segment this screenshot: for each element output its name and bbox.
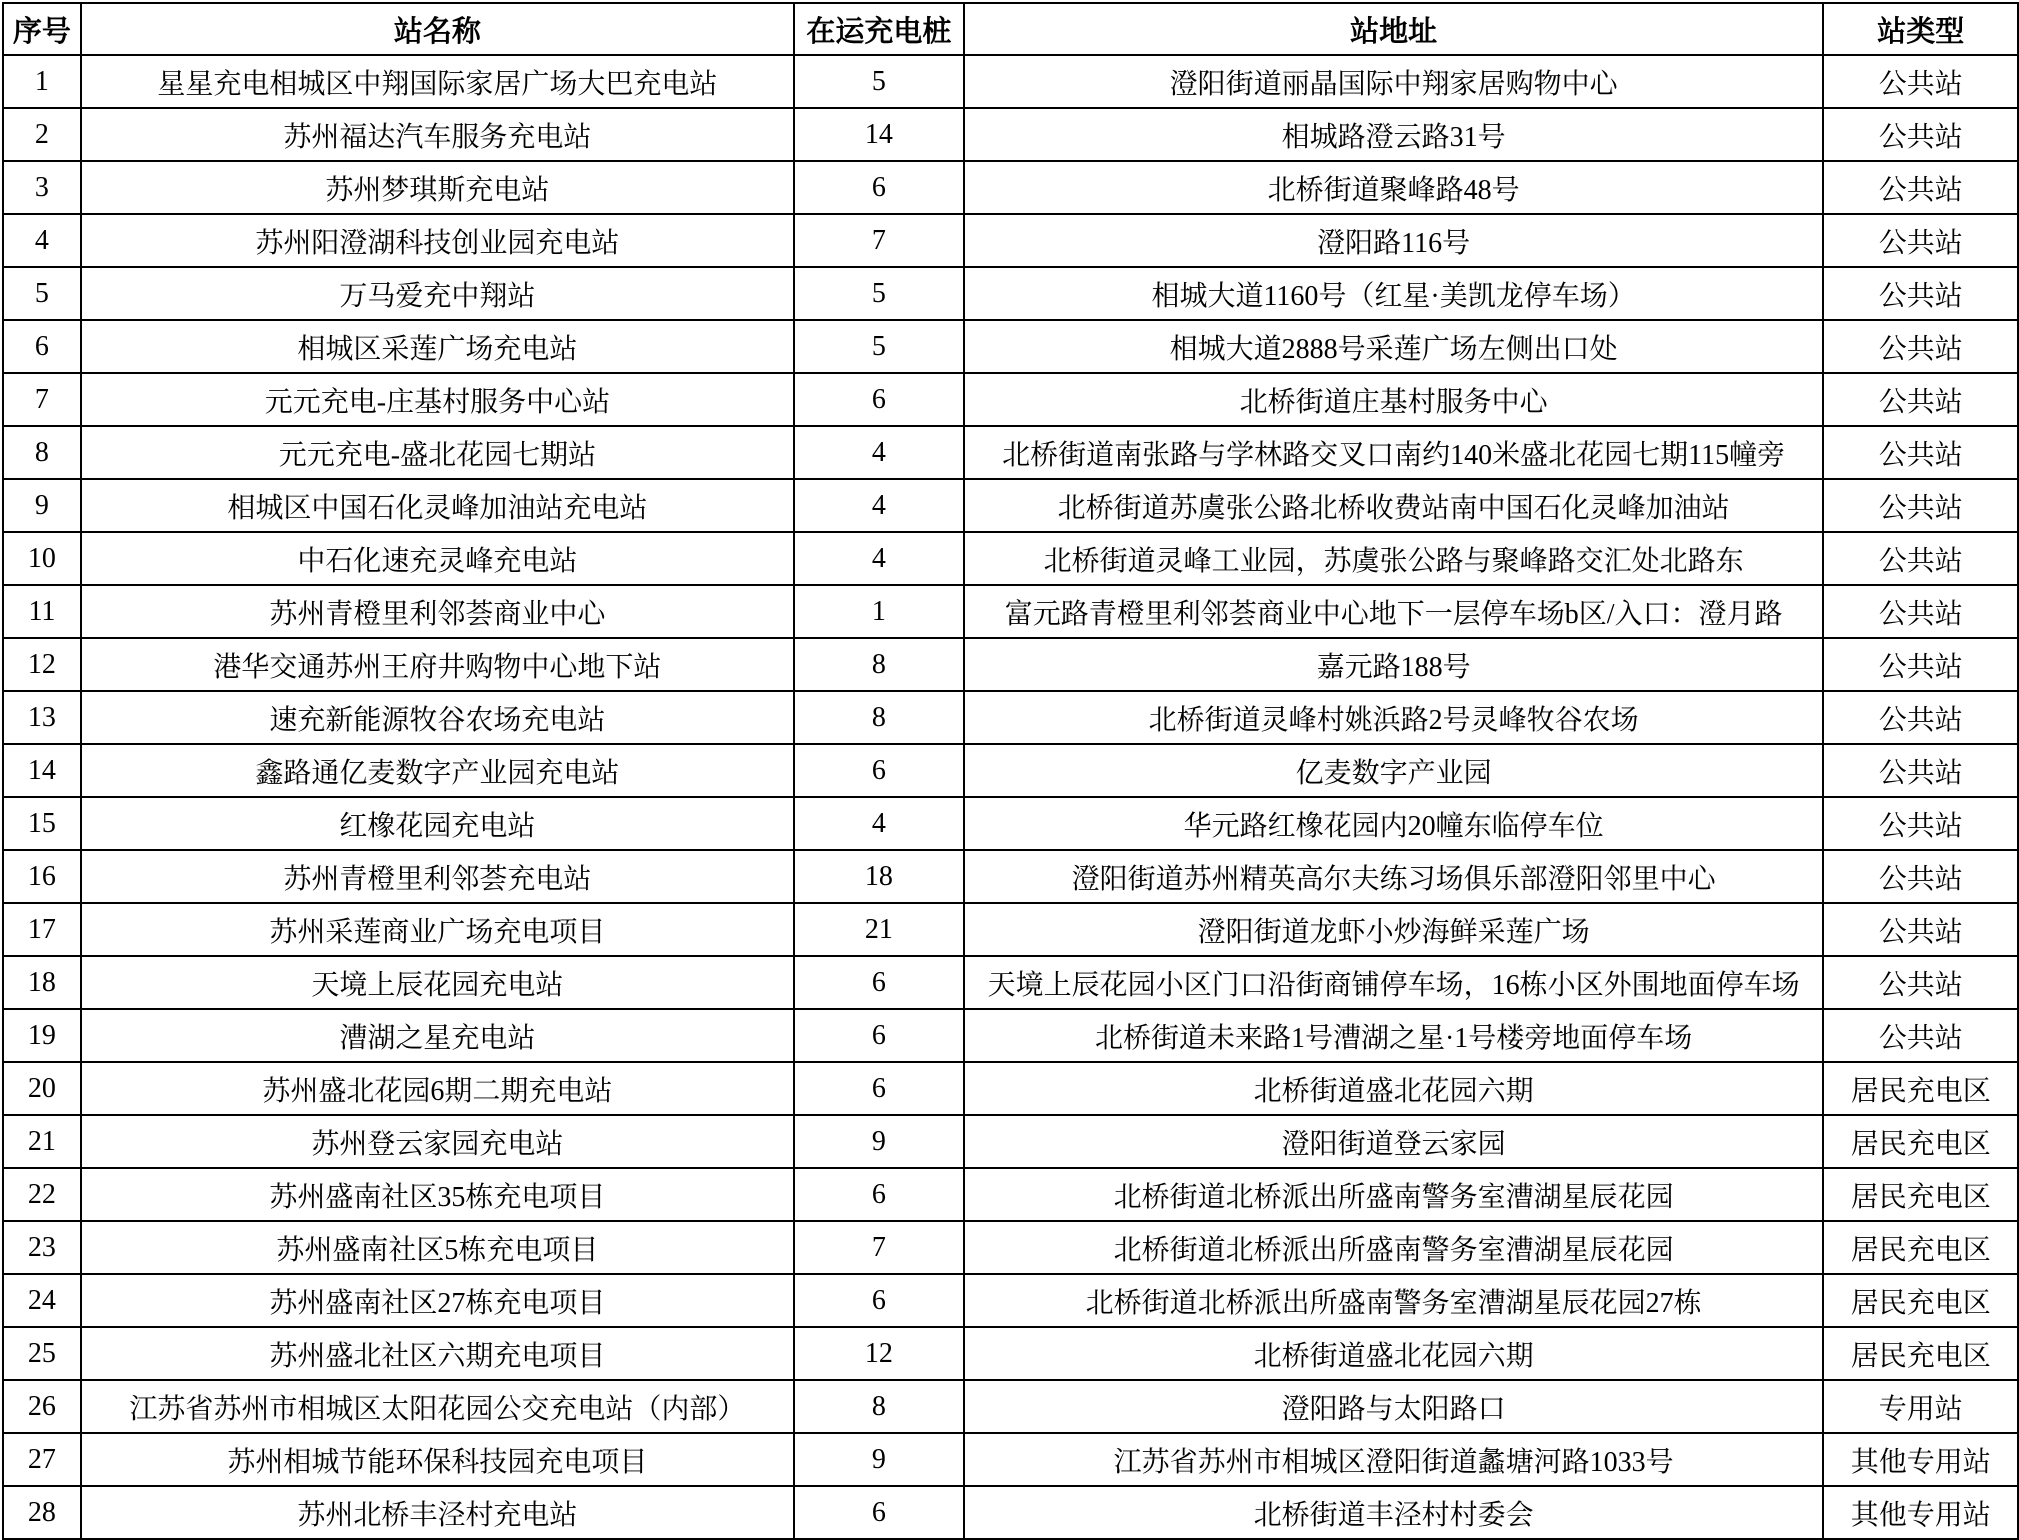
header-station-type: 站类型 bbox=[1823, 3, 2018, 55]
table-row bbox=[3, 1115, 2018, 1168]
cell-station-name: 红橡花园充电站 bbox=[81, 797, 794, 850]
header-index: 序号 bbox=[3, 3, 81, 55]
cell-station-type: 公共站 bbox=[1823, 373, 2018, 426]
cell-station-name: 中石化速充灵峰充电站 bbox=[81, 532, 794, 585]
cell-charger-count: 6 bbox=[794, 1274, 964, 1327]
cell-station-name: 苏州登云家园充电站 bbox=[81, 1115, 794, 1168]
table-row bbox=[3, 426, 2018, 479]
cell-index: 27 bbox=[3, 1433, 81, 1486]
cell-charger-count: 7 bbox=[794, 214, 964, 267]
table-body bbox=[3, 55, 2018, 1539]
cell-charger-count: 4 bbox=[794, 479, 964, 532]
cell-index: 6 bbox=[3, 320, 81, 373]
cell-charger-count: 5 bbox=[794, 55, 964, 108]
cell-index: 25 bbox=[3, 1327, 81, 1380]
cell-station-address: 华元路红橡花园内20幢东临停车位 bbox=[964, 797, 1824, 850]
cell-station-type: 公共站 bbox=[1823, 108, 2018, 161]
cell-station-type: 公共站 bbox=[1823, 161, 2018, 214]
table-row bbox=[3, 320, 2018, 373]
cell-station-address: 北桥街道丰泾村村委会 bbox=[964, 1486, 1824, 1539]
cell-index: 2 bbox=[3, 108, 81, 161]
cell-station-type: 公共站 bbox=[1823, 426, 2018, 479]
cell-station-name: 星星充电相城区中翔国际家居广场大巴充电站 bbox=[81, 55, 794, 108]
cell-charger-count: 5 bbox=[794, 320, 964, 373]
cell-charger-count: 4 bbox=[794, 797, 964, 850]
cell-station-address: 北桥街道苏虞张公路北桥收费站南中国石化灵峰加油站 bbox=[964, 479, 1824, 532]
cell-station-name: 苏州盛南社区35栋充电项目 bbox=[81, 1168, 794, 1221]
cell-station-type: 公共站 bbox=[1823, 55, 2018, 108]
cell-station-address: 北桥街道未来路1号漕湖之星·1号楼旁地面停车场 bbox=[964, 1009, 1824, 1062]
header-station-name: 站名称 bbox=[81, 3, 794, 55]
cell-charger-count: 6 bbox=[794, 1168, 964, 1221]
cell-charger-count: 9 bbox=[794, 1115, 964, 1168]
table-row bbox=[3, 1062, 2018, 1115]
table-row bbox=[3, 903, 2018, 956]
cell-index: 12 bbox=[3, 638, 81, 691]
cell-index: 4 bbox=[3, 214, 81, 267]
cell-station-type: 公共站 bbox=[1823, 479, 2018, 532]
table-row bbox=[3, 161, 2018, 214]
cell-charger-count: 12 bbox=[794, 1327, 964, 1380]
cell-station-address: 澄阳路116号 bbox=[964, 214, 1824, 267]
cell-station-type: 公共站 bbox=[1823, 267, 2018, 320]
cell-index: 11 bbox=[3, 585, 81, 638]
cell-charger-count: 6 bbox=[794, 1486, 964, 1539]
cell-station-type: 公共站 bbox=[1823, 956, 2018, 1009]
table-row bbox=[3, 638, 2018, 691]
cell-station-type: 公共站 bbox=[1823, 320, 2018, 373]
cell-index: 22 bbox=[3, 1168, 81, 1221]
cell-station-type: 公共站 bbox=[1823, 585, 2018, 638]
cell-index: 8 bbox=[3, 426, 81, 479]
cell-index: 7 bbox=[3, 373, 81, 426]
cell-charger-count: 21 bbox=[794, 903, 964, 956]
cell-station-type: 居民充电区 bbox=[1823, 1274, 2018, 1327]
cell-station-name: 漕湖之星充电站 bbox=[81, 1009, 794, 1062]
cell-station-name: 港华交通苏州王府井购物中心地下站 bbox=[81, 638, 794, 691]
cell-charger-count: 18 bbox=[794, 850, 964, 903]
cell-index: 20 bbox=[3, 1062, 81, 1115]
cell-charger-count: 4 bbox=[794, 532, 964, 585]
cell-station-name: 苏州采莲商业广场充电项目 bbox=[81, 903, 794, 956]
cell-charger-count: 7 bbox=[794, 1221, 964, 1274]
cell-index: 10 bbox=[3, 532, 81, 585]
cell-charger-count: 8 bbox=[794, 1380, 964, 1433]
cell-index: 1 bbox=[3, 55, 81, 108]
cell-station-type: 居民充电区 bbox=[1823, 1221, 2018, 1274]
cell-charger-count: 9 bbox=[794, 1433, 964, 1486]
cell-index: 26 bbox=[3, 1380, 81, 1433]
cell-station-address: 澄阳街道龙虾小炒海鲜采莲广场 bbox=[964, 903, 1824, 956]
cell-station-address: 北桥街道聚峰路48号 bbox=[964, 161, 1824, 214]
table-row bbox=[3, 214, 2018, 267]
cell-station-address: 相城大道2888号采莲广场左侧出口处 bbox=[964, 320, 1824, 373]
cell-station-address: 北桥街道北桥派出所盛南警务室漕湖星辰花园 bbox=[964, 1168, 1824, 1221]
cell-index: 19 bbox=[3, 1009, 81, 1062]
cell-station-address: 北桥街道北桥派出所盛南警务室漕湖星辰花园27栋 bbox=[964, 1274, 1824, 1327]
cell-station-name: 苏州北桥丰泾村充电站 bbox=[81, 1486, 794, 1539]
cell-station-address: 北桥街道盛北花园六期 bbox=[964, 1327, 1824, 1380]
header-station-address: 站地址 bbox=[964, 3, 1824, 55]
cell-charger-count: 14 bbox=[794, 108, 964, 161]
header-charger-count: 在运充电桩 bbox=[794, 3, 964, 55]
cell-station-name: 速充新能源牧谷农场充电站 bbox=[81, 691, 794, 744]
cell-index: 18 bbox=[3, 956, 81, 1009]
table-row bbox=[3, 744, 2018, 797]
cell-charger-count: 1 bbox=[794, 585, 964, 638]
cell-station-type: 公共站 bbox=[1823, 797, 2018, 850]
cell-station-type: 公共站 bbox=[1823, 691, 2018, 744]
cell-station-type: 居民充电区 bbox=[1823, 1327, 2018, 1380]
table-row bbox=[3, 108, 2018, 161]
cell-station-address: 嘉元路188号 bbox=[964, 638, 1824, 691]
cell-charger-count: 6 bbox=[794, 373, 964, 426]
cell-station-address: 江苏省苏州市相城区澄阳街道蠡塘河路1033号 bbox=[964, 1433, 1824, 1486]
cell-station-name: 苏州盛南社区27栋充电项目 bbox=[81, 1274, 794, 1327]
cell-station-address: 北桥街道北桥派出所盛南警务室漕湖星辰花园 bbox=[964, 1221, 1824, 1274]
cell-charger-count: 6 bbox=[794, 1009, 964, 1062]
cell-index: 15 bbox=[3, 797, 81, 850]
cell-station-name: 元元充电-庄基村服务中心站 bbox=[81, 373, 794, 426]
table-row bbox=[3, 1009, 2018, 1062]
table-row bbox=[3, 1274, 2018, 1327]
cell-station-address: 相城大道1160号（红星·美凯龙停车场） bbox=[964, 267, 1824, 320]
cell-station-name: 苏州相城节能环保科技园充电项目 bbox=[81, 1433, 794, 1486]
cell-station-name: 相城区采莲广场充电站 bbox=[81, 320, 794, 373]
cell-station-name: 天境上辰花园充电站 bbox=[81, 956, 794, 1009]
table-row bbox=[3, 1433, 2018, 1486]
cell-station-type: 公共站 bbox=[1823, 532, 2018, 585]
cell-charger-count: 8 bbox=[794, 638, 964, 691]
cell-station-type: 居民充电区 bbox=[1823, 1062, 2018, 1115]
table-row bbox=[3, 1380, 2018, 1433]
cell-index: 28 bbox=[3, 1486, 81, 1539]
table-row bbox=[3, 1221, 2018, 1274]
cell-station-type: 其他专用站 bbox=[1823, 1486, 2018, 1539]
table-row bbox=[3, 1327, 2018, 1380]
cell-index: 23 bbox=[3, 1221, 81, 1274]
cell-station-name: 苏州盛南社区5栋充电项目 bbox=[81, 1221, 794, 1274]
cell-charger-count: 6 bbox=[794, 161, 964, 214]
cell-station-address: 澄阳街道苏州精英高尔夫练习场俱乐部澄阳邻里中心 bbox=[964, 850, 1824, 903]
cell-station-name: 相城区中国石化灵峰加油站充电站 bbox=[81, 479, 794, 532]
cell-index: 13 bbox=[3, 691, 81, 744]
cell-charger-count: 6 bbox=[794, 744, 964, 797]
cell-station-name: 苏州福达汽车服务充电站 bbox=[81, 108, 794, 161]
table-row bbox=[3, 850, 2018, 903]
cell-station-name: 苏州青橙里利邻荟商业中心 bbox=[81, 585, 794, 638]
cell-station-name: 苏州盛北社区六期充电项目 bbox=[81, 1327, 794, 1380]
cell-station-type: 公共站 bbox=[1823, 214, 2018, 267]
table-row bbox=[3, 1486, 2018, 1539]
cell-index: 3 bbox=[3, 161, 81, 214]
cell-station-address: 亿麦数字产业园 bbox=[964, 744, 1824, 797]
cell-station-type: 居民充电区 bbox=[1823, 1168, 2018, 1221]
cell-station-address: 澄阳街道丽晶国际中翔家居购物中心 bbox=[964, 55, 1824, 108]
cell-station-type: 其他专用站 bbox=[1823, 1433, 2018, 1486]
cell-station-address: 相城路澄云路31号 bbox=[964, 108, 1824, 161]
cell-station-name: 苏州青橙里利邻荟充电站 bbox=[81, 850, 794, 903]
cell-index: 5 bbox=[3, 267, 81, 320]
table-row bbox=[3, 55, 2018, 108]
cell-charger-count: 8 bbox=[794, 691, 964, 744]
cell-station-type: 公共站 bbox=[1823, 850, 2018, 903]
cell-station-address: 北桥街道盛北花园六期 bbox=[964, 1062, 1824, 1115]
table-row bbox=[3, 956, 2018, 1009]
cell-station-name: 元元充电-盛北花园七期站 bbox=[81, 426, 794, 479]
cell-charger-count: 6 bbox=[794, 1062, 964, 1115]
table-row bbox=[3, 585, 2018, 638]
table-row bbox=[3, 797, 2018, 850]
cell-station-type: 公共站 bbox=[1823, 744, 2018, 797]
cell-station-type: 公共站 bbox=[1823, 638, 2018, 691]
cell-station-address: 北桥街道南张路与学林路交叉口南约140米盛北花园七期115幢旁 bbox=[964, 426, 1824, 479]
table-row bbox=[3, 532, 2018, 585]
cell-station-name: 苏州盛北花园6期二期充电站 bbox=[81, 1062, 794, 1115]
table-row bbox=[3, 479, 2018, 532]
cell-station-name: 苏州阳澄湖科技创业园充电站 bbox=[81, 214, 794, 267]
cell-index: 9 bbox=[3, 479, 81, 532]
table-row bbox=[3, 691, 2018, 744]
cell-station-name: 江苏省苏州市相城区太阳花园公交充电站（内部） bbox=[81, 1380, 794, 1433]
cell-station-type: 公共站 bbox=[1823, 1009, 2018, 1062]
cell-station-type: 居民充电区 bbox=[1823, 1115, 2018, 1168]
cell-station-address: 富元路青橙里利邻荟商业中心地下一层停车场b区/入口：澄月路 bbox=[964, 585, 1824, 638]
table-row bbox=[3, 373, 2018, 426]
table-row bbox=[3, 267, 2018, 320]
cell-station-address: 天境上辰花园小区门口沿街商铺停车场，16栋小区外围地面停车场 bbox=[964, 956, 1824, 1009]
stations-table bbox=[2, 2, 2019, 1540]
cell-index: 21 bbox=[3, 1115, 81, 1168]
cell-station-name: 苏州梦琪斯充电站 bbox=[81, 161, 794, 214]
cell-index: 17 bbox=[3, 903, 81, 956]
cell-station-address: 北桥街道灵峰村姚浜路2号灵峰牧谷农场 bbox=[964, 691, 1824, 744]
cell-station-type: 公共站 bbox=[1823, 903, 2018, 956]
cell-index: 14 bbox=[3, 744, 81, 797]
cell-station-type: 专用站 bbox=[1823, 1380, 2018, 1433]
cell-station-address: 澄阳路与太阳路口 bbox=[964, 1380, 1824, 1433]
cell-station-address: 北桥街道庄基村服务中心 bbox=[964, 373, 1824, 426]
cell-station-name: 万马爱充中翔站 bbox=[81, 267, 794, 320]
table-row bbox=[3, 1168, 2018, 1221]
cell-station-address: 澄阳街道登云家园 bbox=[964, 1115, 1824, 1168]
cell-index: 16 bbox=[3, 850, 81, 903]
cell-station-address: 北桥街道灵峰工业园，苏虞张公路与聚峰路交汇处北路东 bbox=[964, 532, 1824, 585]
cell-index: 24 bbox=[3, 1274, 81, 1327]
cell-charger-count: 5 bbox=[794, 267, 964, 320]
cell-charger-count: 4 bbox=[794, 426, 964, 479]
header-row bbox=[3, 3, 2018, 55]
cell-station-name: 鑫路通亿麦数字产业园充电站 bbox=[81, 744, 794, 797]
cell-charger-count: 6 bbox=[794, 956, 964, 1009]
